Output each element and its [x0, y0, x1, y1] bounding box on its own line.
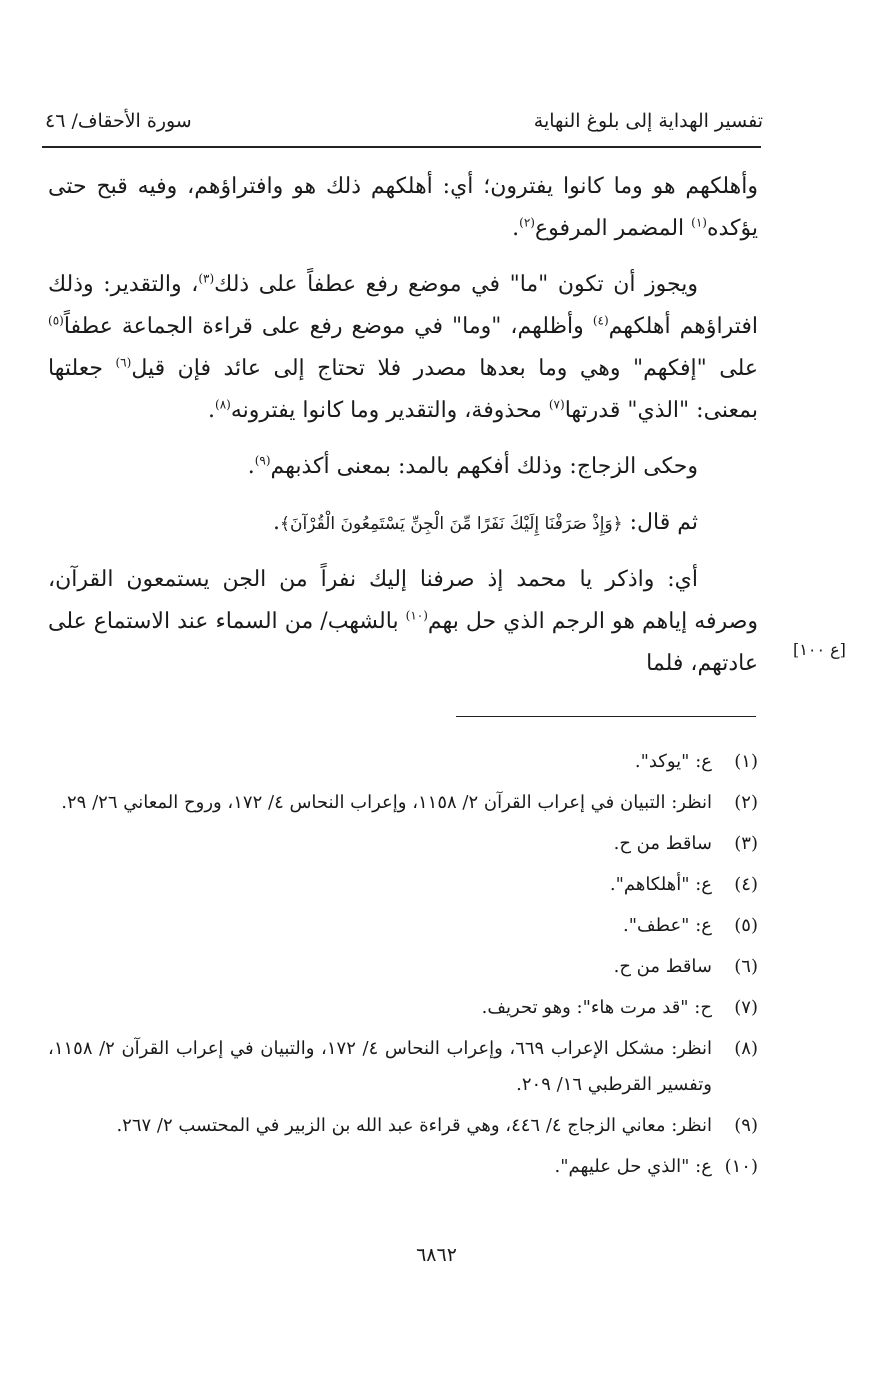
footnote-ref: (١): [691, 215, 707, 230]
footnote: (١) ع: "يوكد".: [634, 751, 758, 772]
footnote: (٩) انظر: معاني الزجاج ٤/ ٤٤٦، وهي قراءة عبد الله بن الزبير في المحتسب ٢/ ٢٦٧.: [116, 1115, 758, 1136]
footnote-ref: (٢): [519, 215, 535, 230]
footnote-ref: (٩): [254, 453, 271, 468]
page-number: ٦٨٦٢: [416, 1244, 457, 1266]
footnote: (٨) انظر: مشكل الإعراب ٦٦٩، وإعراب النحاس ٤/ ١٧٢، والتبيان في إعراب القرآن ٢/ ١١٥٨، وتفسير القرطبي ١٦/ ٢٠٩.: [48, 1038, 758, 1095]
footnotes: [48, 744, 758, 1190]
footnote-ref: (٨): [215, 397, 231, 412]
paragraph: ثم قال: ﴿وَإِذْ صَرَفْنَا إِلَيْكَ نَفَرًا مِّنَ الْجِنِّ يَسْتَمِعُونَ الْقُرْآنَ﴾.: [273, 510, 698, 535]
header-rule: [42, 146, 761, 148]
footnote: (٢) انظر: التبيان في إعراب القرآن ٢/ ١١٥٨، وإعراب النحاس ٤/ ١٧٢، وروح المعاني ٢٦/ ٢٩.: [61, 792, 758, 813]
footnote: (٦) ساقط من ح.: [613, 956, 758, 977]
footnote: (٥) ع: "عطف".: [623, 915, 758, 936]
main-text: [48, 166, 758, 699]
footnote: (٤) ع: "أهلكاهم".: [609, 874, 758, 895]
footnote: (٣) ساقط من ح.: [613, 833, 758, 854]
manuscript-margin-note: [ع ١٠٠]: [793, 640, 846, 659]
surah-reference: سورة الأحقاف/ ٤٦: [45, 110, 192, 132]
footnote-ref: (٦): [115, 355, 132, 370]
book-title: تفسير الهداية إلى بلوغ النهاية: [533, 110, 763, 132]
footnote-ref: (٧): [548, 397, 565, 412]
footnote-ref: (١٠): [405, 608, 428, 623]
footnote-ref: (٤): [592, 313, 609, 328]
footnote-separator: [456, 716, 756, 717]
paragraph: ويجوز أن تكون "ما" في موضع رفع عطفاً على ذلك$^{(٣)}$، والتقدير: وذلك افتراؤهم أهلكهم$^{(٤)}$ وأظلهم، "وما" في موضع رفع على قراءة الجماعة عطفاً$^{(٥)}$ على "إفكهم" وهي وما بعدها مصدر فلا تحتاج إلى عائد فإن قيل$^{(٦)}$ جعلتها بمعنى: "الذي" قدرتها$^{(٧)}$ محذوفة، والتقدير وما كانوا يفترونه$^{(٨)}$.: [48, 271, 758, 423]
quran-verse: ﴿وَإِذْ صَرَفْنَا إِلَيْكَ نَفَرًا مِّنَ الْجِنِّ يَسْتَمِعُونَ الْقُرْآنَ﴾: [280, 514, 623, 534]
footnote: (٧) ح: "قد مرت هاء": وهو تحريف.: [481, 997, 758, 1018]
paragraph: وأهلكهم هو وما كانوا يفترون؛ أي: أهلكهم ذلك هو وافتراؤهم، وفيه قبح حتى يؤكده$^{(١)}$ المضمر المرفوع$^{(٢)}$.: [48, 174, 758, 241]
paragraph: وحكى الزجاج: وذلك أفكهم بالمد: بمعنى أكذبهم$^{(٩)}$.: [247, 453, 698, 479]
footnote-ref: (٥): [48, 313, 64, 328]
footnote: (١٠) ع: "الذي حل عليهم".: [554, 1156, 758, 1177]
footnote-ref: (٣): [198, 271, 215, 286]
paragraph: أي: واذكر يا محمد إذ صرفنا إليك نفراً من الجن يستمعون القرآن، وصرفه إياهم هو الرجم الذي حل بهم$^{(١٠)}$ بالشهب/ من السماء عند الاستماع على عادتهم، فلما: [48, 567, 758, 676]
running-header: [45, 104, 763, 138]
